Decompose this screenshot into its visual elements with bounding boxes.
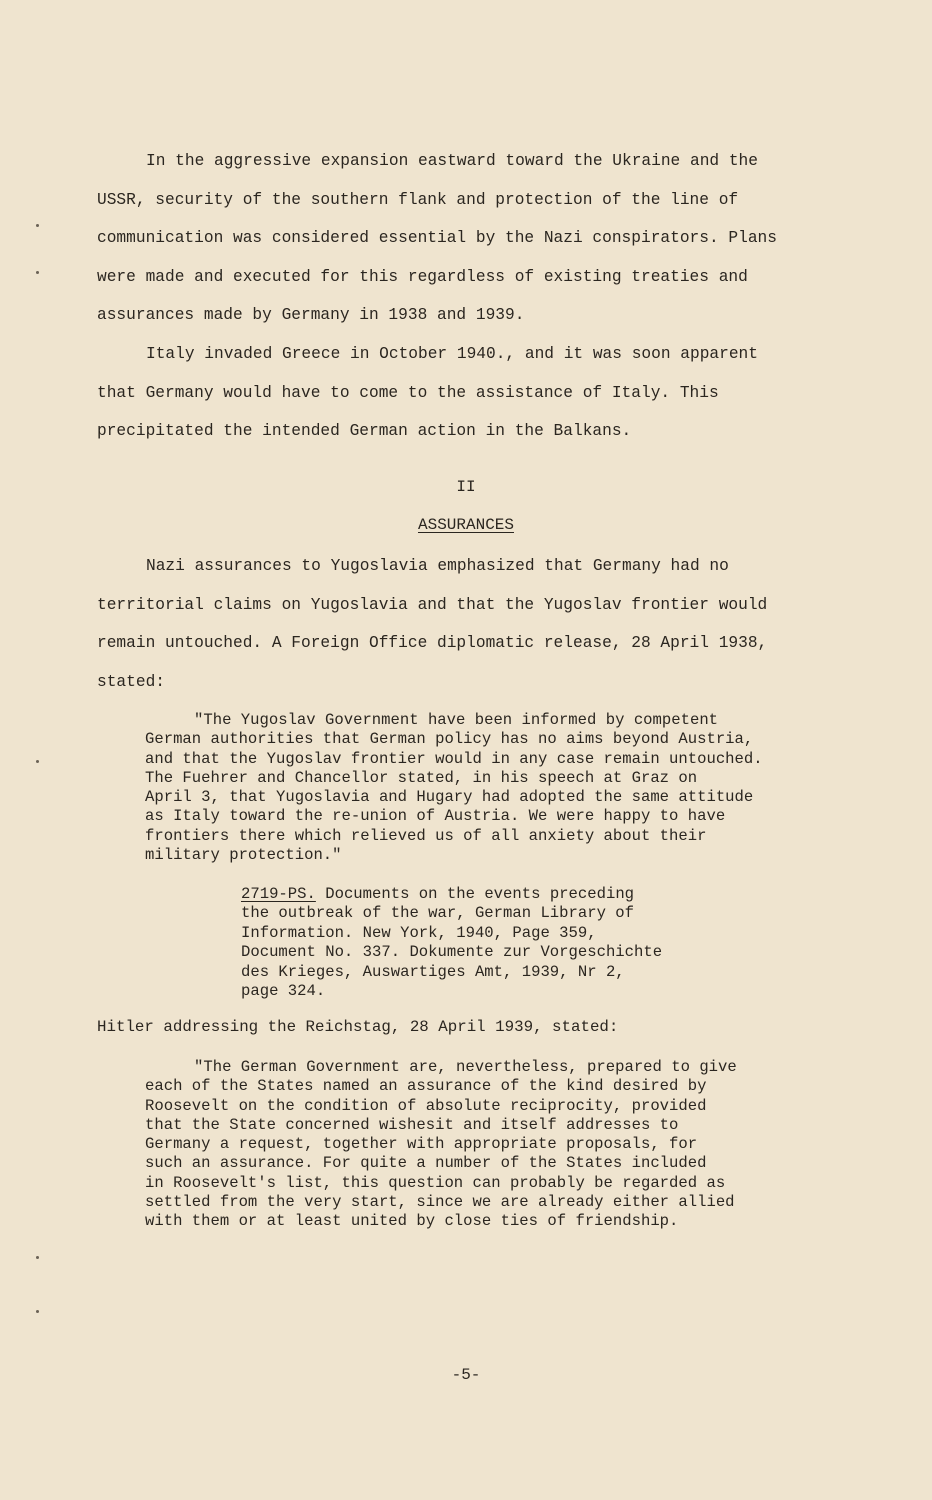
quote-line: settled from the very start, since we are already either allied <box>145 1193 735 1212</box>
quote-line: frontiers there which relieved us of all anxiety about their <box>145 826 707 845</box>
quote-line: in Roosevelt's list, this question can probably be regarded as <box>145 1173 726 1192</box>
quote-line: each of the States named an assurance of the kind desired by <box>145 1077 707 1096</box>
text-line: that Germany would have to come to the assistance of Italy. This <box>97 383 719 402</box>
margin-mark <box>36 1256 39 1259</box>
quote-line: as Italy toward the re-union of Austria. We were happy to have <box>145 807 726 826</box>
citation-line: des Krieges, Auswartiges Amt, 1939, Nr 2, <box>241 962 625 981</box>
section-heading-text: ASSURANCES <box>417 516 514 534</box>
paragraph-southern-flank <box>97 142 797 335</box>
citation-line: Document No. 337. Dokumente zur Vorgeschichte <box>241 943 663 962</box>
block-quote-foreign-office <box>145 711 795 865</box>
text-line: In the aggressive expansion eastward toward the Ukraine and the <box>146 152 758 170</box>
quote-line: Roosevelt on the condition of absolute reciprocity, provided <box>145 1096 707 1115</box>
citation-line: page 324. <box>241 982 326 1001</box>
quote-line: military protection." <box>145 846 342 865</box>
citation-line: the outbreak of the war, German Library of <box>241 904 635 923</box>
text-line: were made and executed for this regardless of existing treaties and <box>97 267 748 286</box>
quote-line: that the State concerned wishesit and itself addresses to <box>145 1115 679 1134</box>
quote-line: and that the Yugoslav frontier would in any case remain untouched. <box>145 749 763 768</box>
text-line: Nazi assurances to Yugoslavia emphasized that Germany had no <box>146 557 729 575</box>
text-line: communication was considered essential by the Nazi conspirators. Plans <box>97 229 777 248</box>
hitler-intro-line: Hitler addressing the Reichstag, 28 April 1939, stated: <box>97 1018 619 1036</box>
section-heading <box>0 516 932 534</box>
paragraph-italy-greece <box>97 335 797 451</box>
citation-line: Information. New York, 1940, Page 359, <box>241 923 597 942</box>
margin-mark <box>36 760 39 763</box>
margin-mark <box>36 1310 39 1313</box>
paragraph-nazi-assurances <box>97 547 797 701</box>
citation-reference: 2719-PS. <box>241 885 316 903</box>
text-line: territorial claims on Yugoslavia and that the Yugoslav frontier would <box>97 595 768 614</box>
text-line: Italy invaded Greece in October 1940., and it was soon apparent <box>146 345 758 363</box>
quote-line: The Fuehrer and Chancellor stated, in his speech at Graz on <box>145 768 698 787</box>
quote-line: April 3, that Yugoslavia and Hugary had adopted the same attitude <box>145 788 754 807</box>
text-line: precipitated the intended German action in the Balkans. <box>97 422 632 441</box>
quote-line: German authorities that German policy has no aims beyond Austria, <box>145 730 754 749</box>
quote-line: with them or at least united by close ties of friendship. <box>145 1212 679 1231</box>
citation-block <box>241 885 701 1001</box>
text-line: remain untouched. A Foreign Office diplomatic release, 28 April 1938, <box>97 634 768 653</box>
quote-line: "The Yugoslav Government have been informed by competent <box>194 711 719 729</box>
block-quote-reichstag <box>145 1058 795 1232</box>
quote-line: "The German Government are, nevertheless, prepared to give <box>194 1058 737 1076</box>
section-numeral: II <box>456 478 476 496</box>
page-number: -5- <box>451 1366 481 1384</box>
quote-line: such an assurance. For quite a number of the States included <box>145 1154 707 1173</box>
text-line: USSR, security of the southern flank and protection of the line of <box>97 190 739 209</box>
text-line: stated: <box>97 672 165 691</box>
margin-mark <box>36 224 39 227</box>
text-line: assurances made by Germany in 1938 and 1939. <box>97 306 525 325</box>
quote-line: Germany a request, together with appropriate proposals, for <box>145 1135 698 1154</box>
citation-line: Documents on the events preceding <box>315 885 635 903</box>
margin-mark <box>36 271 39 274</box>
